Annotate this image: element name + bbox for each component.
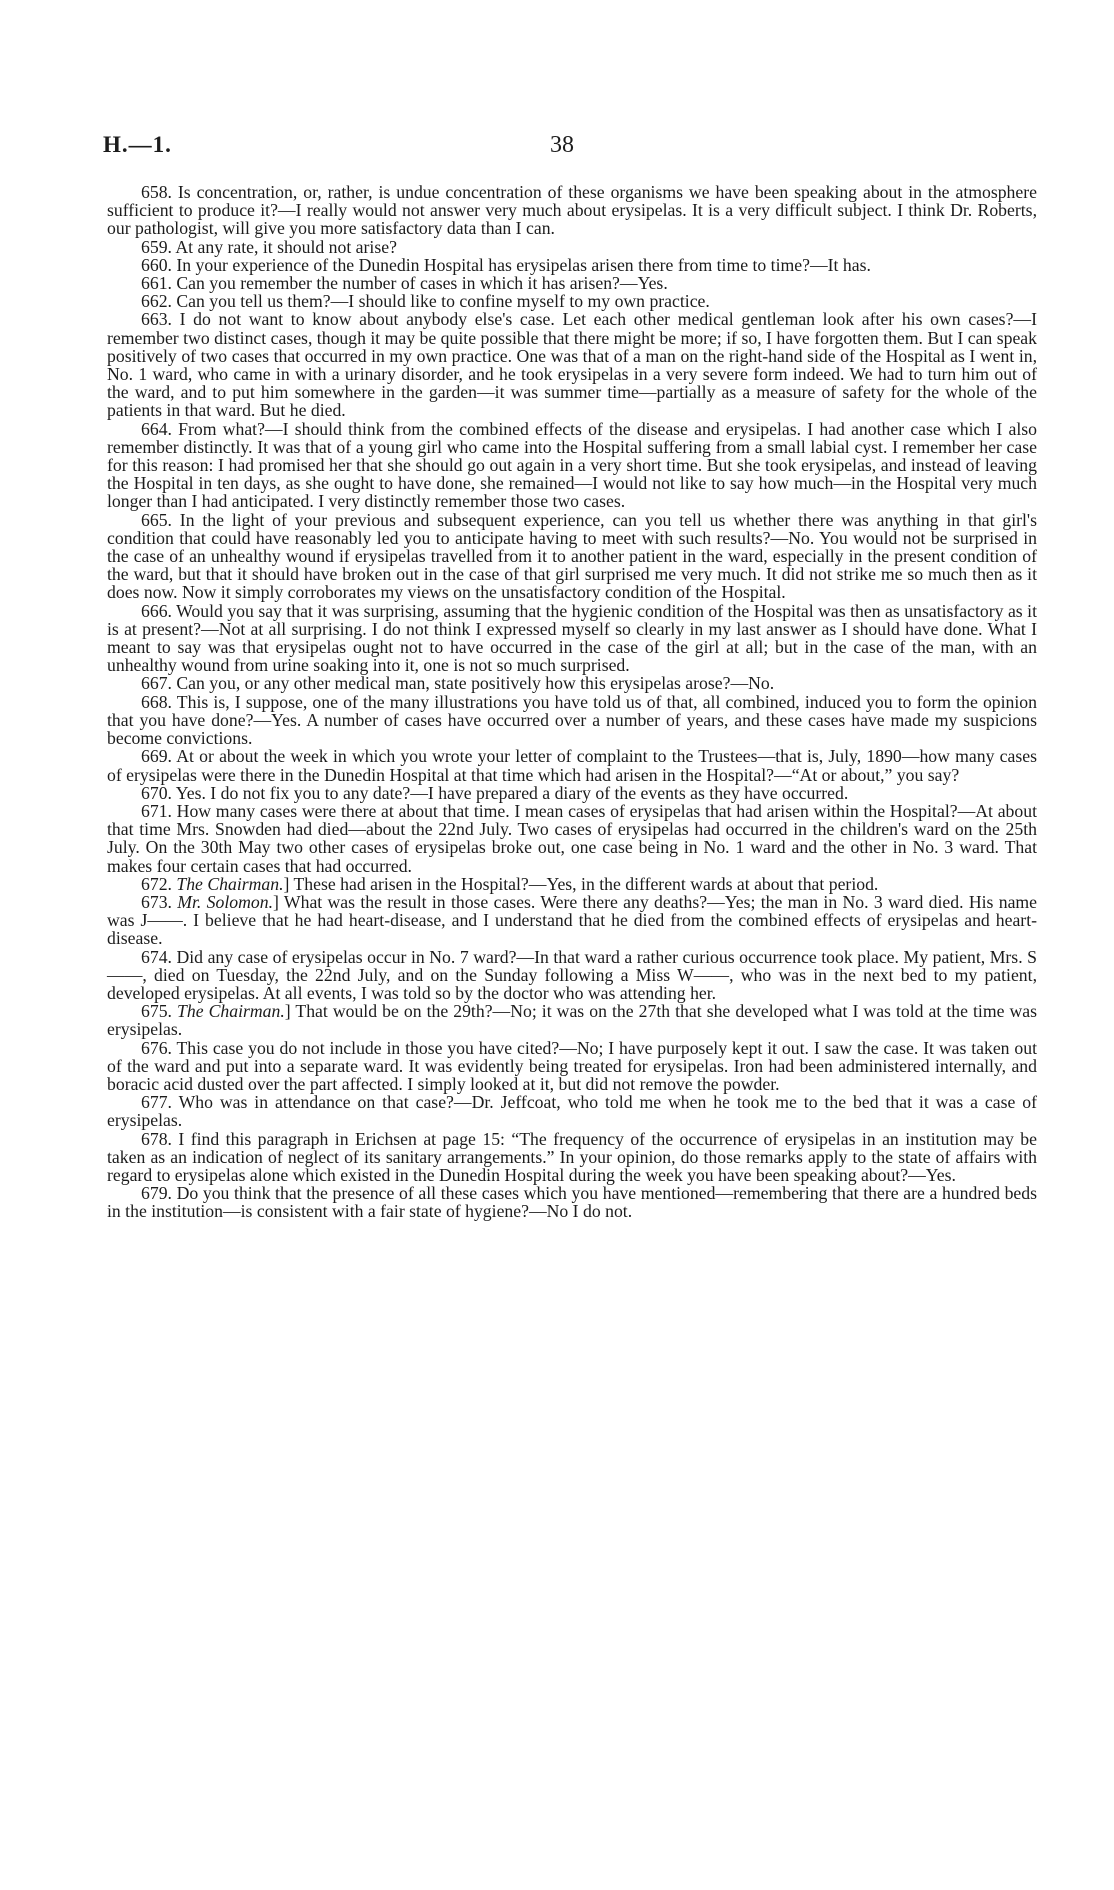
speaker-attribution: The Chairman. [176,873,284,894]
question-667: 667. Can you, or any other medical man, state positively how this erysipelas arose?—No. [141,673,775,694]
question-661: 661. Can you remember the number of cases in which it has arisen?—Yes. [141,273,668,294]
question-668: 668. This is, I suppose, one of the many illustrations you have told us of that, all combined, induced you to form the opinion that you have done?—Yes. A number of cases have occurred over a number of years, and these cases have made my suspicions become convictions. [107,691,1037,749]
question-677: 677. Who was in attendance on that case?—Dr. Jeffcoat, who told me when he took me to the bed that it was a case of erysipelas. [107,1092,1037,1131]
question-660: 660. In your experience of the Dunedin Hospital has erysipelas arisen there from time to time?—It has. [141,254,871,275]
question-662: 662. Can you tell us them?—I should like to confine myself to my own practice. [141,291,710,312]
question-669: 669. At or about the week in which you wrote your letter of complaint to the Trustees—that is, July, 1890—how many cases of erysipelas were there in the Dunedin Hospital at that time which had arisen in the Hospital?—“At or about,” you say? [107,746,1037,785]
question-676: 676. This case you do not include in those you have cited?—No; I have purposely kept it out. I saw the case. It was taken out of the ward and put into a separate ward. It was evidently being treated for erysipelas. Iron had been administered internally, and boracic acid dusted over the part affected. I simply looked at it, but did not remove the powder. [107,1037,1037,1094]
question-672: 672. The Chairman.] These had arisen in the Hospital?—Yes, in the different wards at about that period. [141,873,879,894]
question-663: 663. I do not want to know about anybody else's case. Let each other medical gentleman look after his own cases?—I remember two distinct cases, though it may be quite possible that there might be more; if so, I have forgotten them. But I can speak positively of two cases that occurred in my own practice. One was that of a man on the right-hand side of the Hospital as I went in, No. 1 ward, who came in with a urinary disorder, and he took erysipelas in a very severe form indeed. We had to turn him out of the ward, and to put him somewhere in the garden—it was summer time—partially as a measure of safety for the whole of the patients in that ward. But he died. [107,309,1037,421]
document-reference: H.—1. [103,132,172,157]
page-header [103,132,1063,168]
question-679: 679. Do you think that the presence of all these cases which you have mentioned—remembering that there are a hundred beds in the institution—is consistent with a fair state of hygiene?—No I do not. [107,1183,1037,1222]
question-675: 675. The Chairman.] That would be on the 29th?—No; it was on the 27th that she developed what I was told at the time was erysipelas. [107,1001,1038,1040]
question-664: 664. From what?—I should think from the combined effects of the disease and erysipelas. I had another case which I also remember distinctly. It was that of a young girl who came into the Hospital suffering from a small labial cyst. I remember her case for this reason: I had promised her that she should go out again in a very short time. But she took erysipelas, and instead of leaving the Hospital in ten days, as she ought to have done, she remained—I would not like to say how much—in the Hospital very much longer than I had anticipated. I very distinctly remember those two cases. [107,418,1037,512]
question-658: 658. Is concentration, or, rather, is undue concentration of these organisms we have been speaking about in the atmosphere sufficient to produce it?—I really would not answer very much about erysipelas. It is a very difficult subject. I think Dr. Roberts, our pathologist, will give you more satisfactory data than I can. [107,182,1037,239]
question-678: 678. I find this paragraph in Erichsen at page 15: “The frequency of the occurrence of erysipelas in an institution may be taken as an indication of neglect of its sanitary arrangements.” In your opinion, do those remarks apply to the state of affairs with regard to erysipelas alone which existed in the Dunedin Hospital during the week you have been speaking about?—Yes. [107,1128,1037,1185]
page-number: 38 [550,132,574,158]
question-671: 671. How many cases were there at about that time. I mean cases of erysipelas that had arisen within the Hospital?—At about that time Mrs. Snowden had died—about the 22nd July. Two cases of erysipelas had occurred in the children's ward on the 25th July. On the 30th May two other cases of erysipelas broke out, one case being in No. 1 ward and the other in No. 3 ward. That makes four certain cases that had occurred. [107,800,1037,876]
question-670: 670. Yes. I do not fix you to any date?—I have prepared a diary of the events as they have occurred. [141,782,849,803]
question-673: 673. Mr. Solomon.] What was the result in those cases. Were there any deaths?—Yes; the man in No. 3 ward died. His name was J——. I believe that he had heart-disease, and I understand that he died from the combined effects of erysipelas and heart-disease. [107,891,1038,949]
question-665: 665. In the light of your previous and subsequent experience, can you tell us whether there was anything in that girl's condition that could have reasonably led you to anticipate having to meet with such results?—No. You would not be surprised in the case of an unhealthy wound if erysipelas travelled from it to another patient in the ward, especially in the present condition of the ward, but that it should have broken out in the case of that girl surprised me very much. It did not strike me so much then as it does now. Now it simply corroborates my views on the unsatisfactory condition of the Hospital. [107,509,1037,603]
question-674: 674. Did any case of erysipelas occur in No. 7 ward?—In that ward a rather curious occurrence took place. My patient, Mrs. S——, died on Tuesday, the 22nd July, and on the Sunday following a Miss W——, who was in the next bed to my patient, developed erysipelas. At all events, I was told so by the doctor who was attending her. [107,946,1037,1003]
question-659: 659. At any rate, it should not arise? [141,236,397,257]
question-666: 666. Would you say that it was surprising, assuming that the hygienic condition of the Hospital was then as unsatisfactory as it is at present?—Not at all surprising. I do not think I expressed myself so clearly in my last answer as I should have done. What I meant to say was that erysipelas ought not to have occurred in the case of the girl at all; but in the case of the man, with an unhealthy wound from urine soaking into it, one is not so much surprised. [107,600,1037,676]
speaker-attribution: Mr. Solomon. [177,891,274,912]
speaker-attribution: The Chairman. [177,1001,285,1022]
evidence-transcript [107,183,1037,1221]
